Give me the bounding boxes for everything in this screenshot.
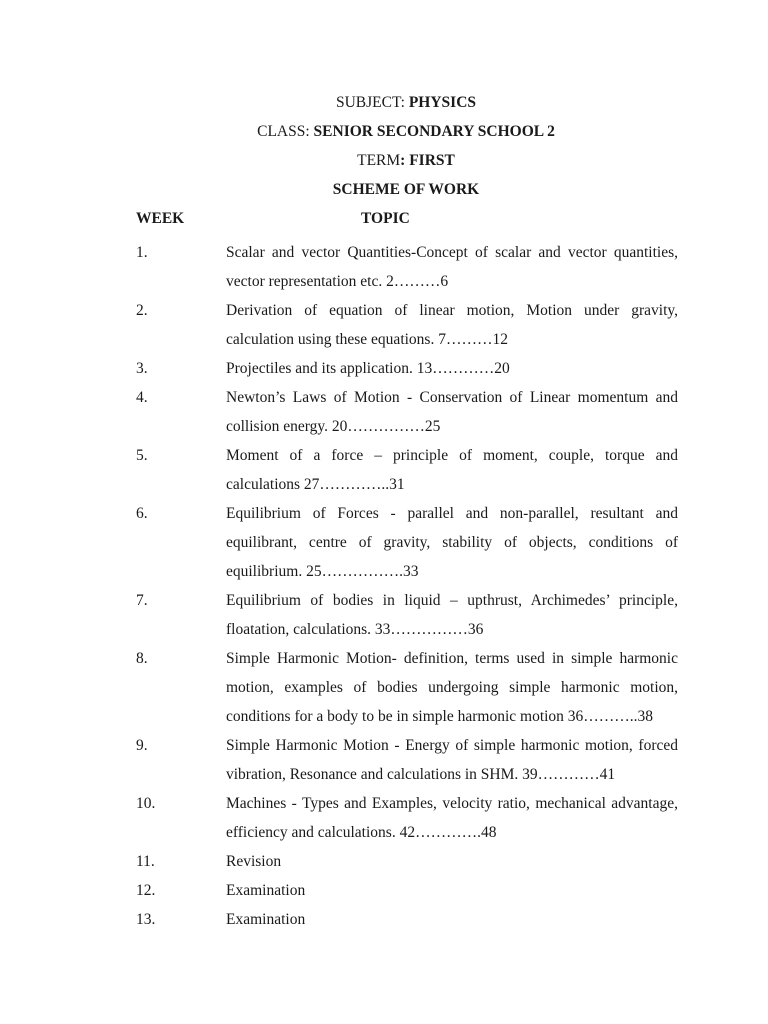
table-row <box>136 383 678 441</box>
week-number: 1. <box>136 244 148 261</box>
class-label: CLASS: <box>257 123 314 140</box>
subject-label: SUBJECT: <box>335 94 409 111</box>
week-number: 5. <box>136 447 148 464</box>
week-topic: Simple Harmonic Motion- definition, terms used in simple harmonic motion, examples of bodies undergoing simple harmonic motion, conditions for a body to be in simple harmonic motion 36………..38 <box>226 650 678 725</box>
week-number: 3. <box>136 360 148 377</box>
class-line <box>0 122 768 142</box>
scheme-table <box>136 238 678 934</box>
class-value: SENIOR SECONDARY SCHOOL 2 <box>313 123 555 140</box>
week-number: 2. <box>136 302 148 319</box>
week-topic: Scalar and vector Quantities-Concept of scalar and vector quantities, vector representation etc. 2………6 <box>226 244 678 290</box>
week-topic: Derivation of equation of linear motion, Motion under gravity, calculation using these equations. 7………12 <box>226 302 678 348</box>
week-topic: Newton’s Laws of Motion - Conservation of Linear momentum and collision energy. 20……………25 <box>226 389 678 435</box>
table-row <box>136 905 678 934</box>
week-number: 8. <box>136 650 148 667</box>
term-line <box>0 151 768 171</box>
table-row <box>136 731 678 789</box>
table-row <box>136 644 678 731</box>
topic-column-header: TOPIC <box>361 210 410 227</box>
week-topic: Equilibrium of bodies in liquid – upthrust, Archimedes’ principle, floatation, calculations. 33……………36 <box>226 592 678 638</box>
week-number: 10. <box>136 795 156 812</box>
week-number: 12. <box>136 882 156 899</box>
week-topic: Simple Harmonic Motion - Energy of simple harmonic motion, forced vibration, Resonance and calculations in SHM. 39…………41 <box>226 737 678 783</box>
week-number: 4. <box>136 389 148 406</box>
table-row <box>136 499 678 586</box>
table-row <box>136 586 678 644</box>
week-topic: Equilibrium of Forces - parallel and non-parallel, resultant and equilibrant, centre of gravity, stability of objects, conditions of equilibrium. 25…………….33 <box>226 505 678 580</box>
week-topic: Revision <box>226 853 282 870</box>
document-title: SCHEME OF WORK <box>332 181 480 198</box>
table-row <box>136 789 678 847</box>
table-row <box>136 441 678 499</box>
table-row <box>136 876 678 905</box>
table-row <box>136 354 678 383</box>
week-number: 7. <box>136 592 148 609</box>
week-column-header: WEEK <box>136 210 185 227</box>
week-number: 13. <box>136 911 156 928</box>
week-number: 9. <box>136 737 148 754</box>
term-label: TERM <box>357 152 401 169</box>
week-topic: Projectiles and its application. 13…………20 <box>226 360 510 377</box>
table-row <box>136 238 678 296</box>
week-topic: Examination <box>226 911 306 928</box>
week-topic: Moment of a force – principle of moment, couple, torque and calculations 27…………..31 <box>226 447 678 493</box>
subject-line <box>0 93 768 113</box>
week-number: 6. <box>136 505 148 522</box>
subject-value: PHYSICS <box>408 94 477 111</box>
table-row <box>136 847 678 876</box>
week-topic: Examination <box>226 882 306 899</box>
table-row <box>136 296 678 354</box>
week-number: 11. <box>136 853 155 870</box>
term-value: : FIRST <box>400 152 455 169</box>
week-topic: Machines - Types and Examples, velocity ratio, mechanical advantage, efficiency and calculations. 42………….48 <box>226 795 678 841</box>
